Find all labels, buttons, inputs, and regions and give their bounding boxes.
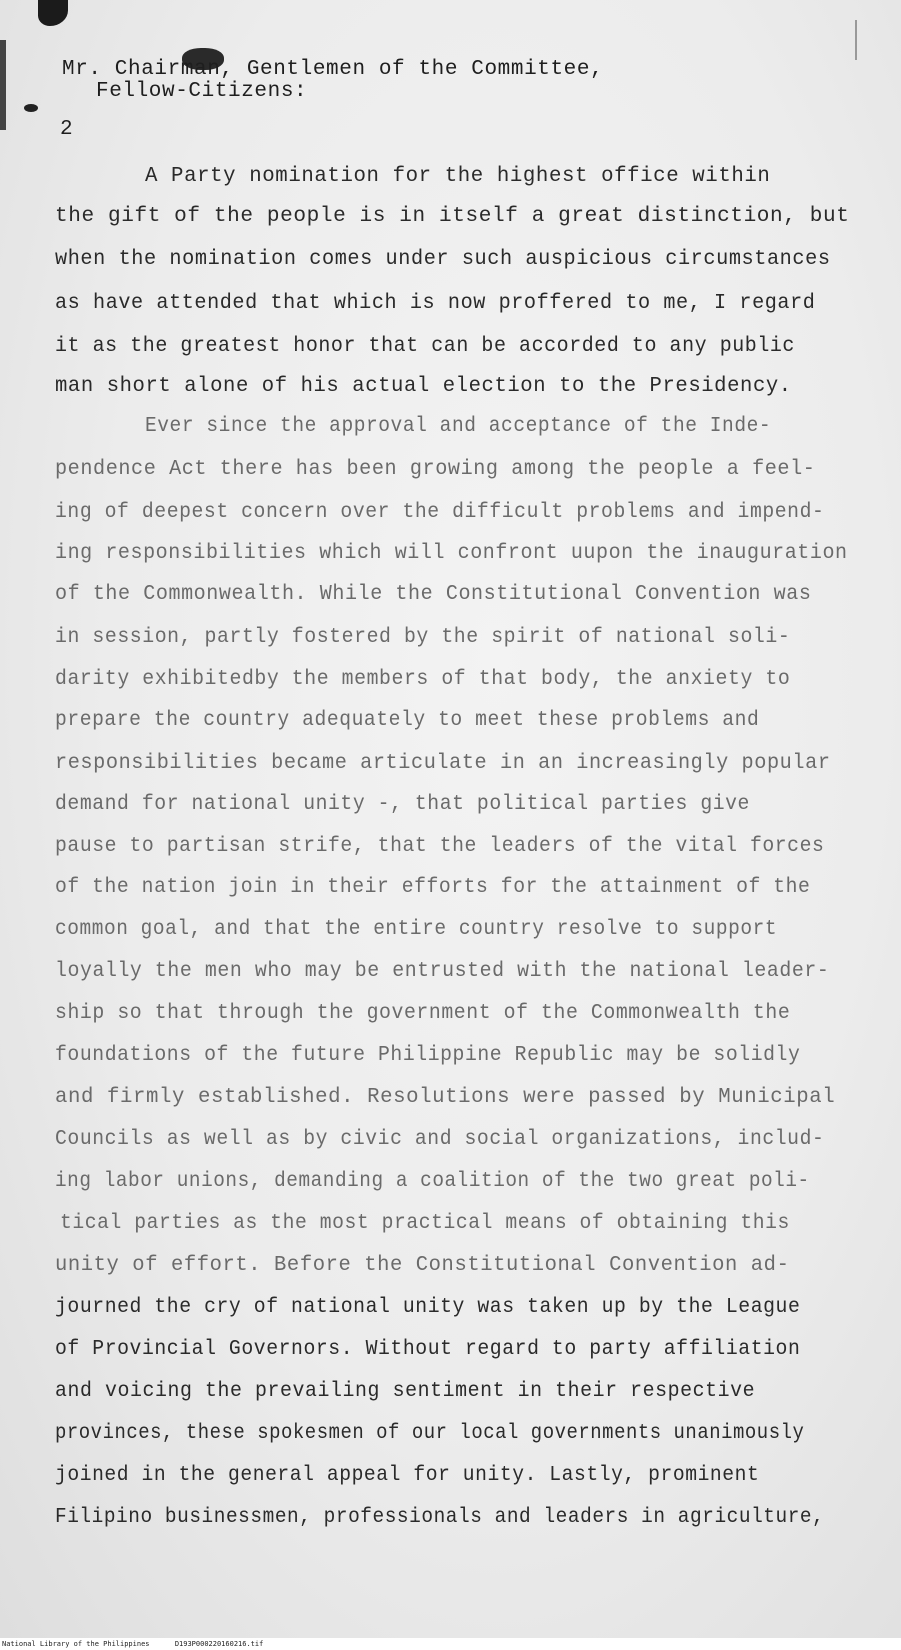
body-line: journed the cry of national unity was taken up by the League [55, 1296, 801, 1319]
body-line: responsibilities became articulate in an increasingly popular [55, 752, 831, 775]
salutation-line-1: Mr. Chairman, Gentlemen of the Committee, [62, 58, 604, 81]
body-line: loyally the men who may be entrusted with the national leader- [55, 960, 830, 983]
body-line: provinces, these spokesmen of our local governments unanimously [55, 1422, 805, 1445]
body-line: ing of deepest concern over the difficult problems and impend- [55, 501, 825, 524]
body-line: joined in the general appeal for unity. Lastly, prominent [55, 1464, 760, 1487]
body-line: man short alone of his actual election to the Presidency. [55, 375, 792, 398]
body-line: in session, partly fostered by the spirit of national soli- [55, 626, 791, 649]
body-line: pendence Act there has been growing among the people a feel- [55, 458, 816, 481]
body-line: demand for national unity -, that political parties give [55, 793, 750, 816]
body-line: ship so that through the government of the Commonwealth the [55, 1002, 791, 1025]
body-line: and voicing the prevailing sentiment in their respective [55, 1380, 756, 1403]
scan-artifact-left-edge [0, 40, 6, 130]
body-line: ing responsibilities which will confront uupon the inauguration [55, 542, 848, 565]
body-line: of Provincial Governors. Without regard to party affiliation [55, 1338, 801, 1361]
body-line: Ever since the approval and acceptance of the Inde- [145, 415, 772, 438]
body-line: of the nation join in their efforts for the attainment of the [55, 876, 811, 899]
scan-artifact-dot [24, 104, 38, 112]
body-line: ing labor unions, demanding a coalition of the two great poli- [55, 1170, 810, 1193]
body-line: and firmly established. Resolutions were passed by Municipal [55, 1086, 836, 1109]
body-line: prepare the country adequately to meet these problems and [55, 709, 760, 732]
body-line: Filipino businessmen, professionals and leaders in agriculture, [55, 1506, 825, 1529]
body-line: tical parties as the most practical means of obtaining this [60, 1212, 790, 1235]
body-line: it as the greatest honor that can be accorded to any public [55, 335, 795, 358]
body-line: pause to partisan strife, that the leaders of the vital forces [55, 835, 825, 858]
page-number: 2 [60, 118, 74, 141]
body-line: darity exhibitedby the members of that body, the anxiety to [55, 668, 791, 691]
salutation-line-2: Fellow-Citizens: [96, 80, 308, 103]
body-line: unity of effort. Before the Constitutional Convention ad- [55, 1254, 790, 1277]
body-line: Councils as well as by civic and social organizations, includ- [55, 1128, 825, 1151]
body-line: A Party nomination for the highest office within [145, 165, 771, 188]
scan-artifact-edge-tick [855, 20, 857, 60]
body-line: when the nomination comes under such auspicious circumstances [55, 248, 831, 271]
scan-artifact-top-left [38, 0, 68, 26]
body-line: of the Commonwealth. While the Constitutional Convention was [55, 583, 812, 606]
body-line: common goal, and that the entire country resolve to support [55, 918, 778, 941]
body-line: foundations of the future Philippine Republic may be solidly [55, 1044, 801, 1067]
body-line: the gift of the people is in itself a great distinction, but [55, 205, 850, 228]
source-label: National Library of the Philippines [2, 1640, 150, 1648]
file-name: D193P000220160216.tif [174, 1640, 264, 1648]
body-line: as have attended that which is now proffered to me, I regard [55, 292, 816, 315]
scan-footer [0, 1638, 901, 1650]
